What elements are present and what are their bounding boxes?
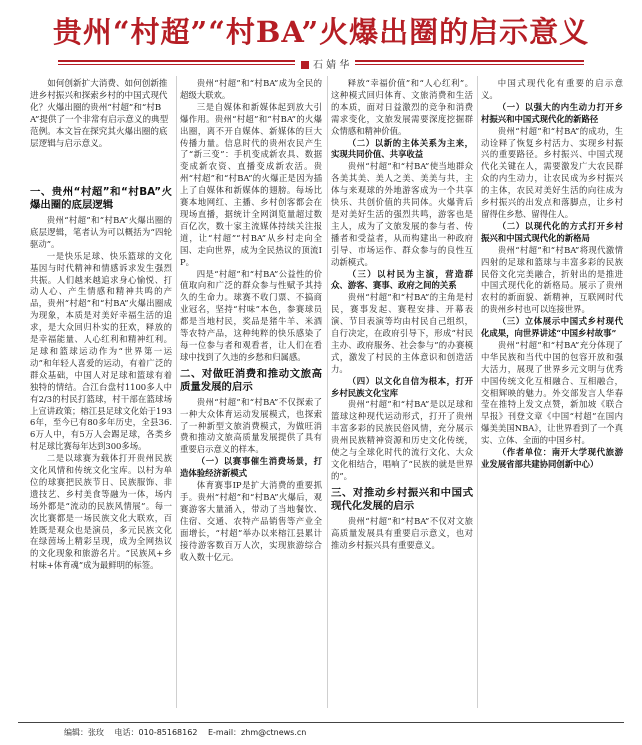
paragraph: 一是快乐足球、快乐篮球的文化基因与时代精神和情感诉求发生强烈共振。人们越来越追求身心愉悦、打动人心、产生情感和精神共鸣的产品，贵州“村超”和“村BA”火爆出圈成为现象，本质是对美好幸福生活的追求，是大众回归朴实的狂欢，释放的是幸福能量、人心红利和精神红利。足球和篮球运动作为“世界第一运动”和年轻人喜爱的运动，有着广泛的群众基础，中国人对足球和篮球有着独特的情结。合江台盘村1100多人中有2/3的村民打篮球，村干部在篮球场上宣讲政策；榕江县足球文化始于1936年，至今已有80多年历史，全县36.6万人中，有5万人会踢足球，各类乡村足球比赛每年达到300多场。 <box>30 250 172 452</box>
paragraph: 贵州“村超”和“村BA”火爆出圈的底层逻辑，笔者认为可以概括为“四轮驱动”。 <box>30 215 172 249</box>
subheading: （三）以村民为主演，营造群众、游客、赛事、政府之间的关系 <box>331 268 473 291</box>
subheading: （三）立体展示中国式乡村现代化成果，向世界讲述“中国乡村故事” <box>481 316 623 339</box>
paragraph: 中国式现代化有重要的启示意义。 <box>481 78 623 100</box>
author-name: 石 婧 华 <box>313 60 350 71</box>
paragraph: 贵州“村超”和“村BA”充分体现了中华民族和当代中国的包容开放和强大活力，展现了世界乡元文明与优秀中国传统文化互相融合、互相融合，交相辉映的魅力。外交部发言人华春莹在推特上发文点赞，新加坡《联合早报》刊登文章《中国“村超”在国内爆美美国NBA》，让世界看到了一个真实、立体、全面的中国乡村。 <box>481 339 623 446</box>
section-heading-1: 一、贵州“村超”和“村BA”火爆出圈的底层逻辑 <box>30 186 172 211</box>
paragraph: 贵州“村超”和“村BA”的主角是村民，赛事发起、赛程安排、开幕表演、节目表演等均由村民自己组织，自行决定，在政府引导下，形成“村民主办、政府服务、社会参与”的办赛模式，激发了村民的主体意识和创造活力。 <box>331 292 473 374</box>
footer-phone: 电话：010-85168162 <box>114 728 198 737</box>
column-2 <box>180 78 322 708</box>
paragraph: 贵州“村超”和“村BA”使当地群众各美其美、美人之美、美美与共，主体与来观球的外地游客成为一个共享快乐、共创价值的共同体。火爆背后是对美好生活的强烈共鸣，游客也是主人，成为了文旅发展的参与者、传播者和受益者，从而构建出一种政府引导、市场运作、群众参与的良性互动新模式。 <box>331 161 473 267</box>
byline <box>295 56 355 71</box>
column-4 <box>481 78 623 708</box>
article-headline: 贵州“村超”“村BA”火爆出圈的启示意义 <box>52 15 590 49</box>
section-heading-2: 二、对做旺消费和推动文旅高质量发展的启示 <box>180 367 322 393</box>
paragraph: 体育赛事IP是扩大消费的重要抓手。贵州“村超”和“村BA”火爆后，观赛游客大量涌入，带动了当地餐饮、住宿、交通、农特产品销售等产业全面增长，“村超”举办以来榕江县累计接待游客数百万人次，实现旅游综合收入数十亿元。 <box>180 480 322 562</box>
paragraph: 释放“幸福价值”和“人心红利”。这种模式回归体育、文旅消费和生活的本质，面对日益激烈的竞争和消费需求变化，文旅发展需要深度挖掘群众情感和精神价值。 <box>331 78 473 136</box>
paragraph: 二是以球赛为载体打开贵州民族文化风情和传统文化宝库。以村为单位的球赛把民族节日、民族服饰、非遗技艺、乡村美食等融为一体，场内场外都是“流动的民族风情展”。每一次比赛都是一场民族文化大联欢，百姓既是观众也是演员，多元民族文化在绿茵场上精彩呈现，成为全网热议的文化现象和旅游名片。“民族风+乡村味+体育魂”成为最鲜明的标签。 <box>30 453 172 571</box>
column-divider <box>327 76 328 708</box>
paragraph: 贵州“村超”和“村BA”不仅探索了一种大众体育运动发展模式，也探索了一种新型文旅消费模式，为做旺消费和推动文旅高质量发展提供了具有重要启示意义的样本。 <box>180 396 322 455</box>
page-footer <box>64 727 314 738</box>
author-affiliation: （作者单位：南开大学现代旅游业发展省部共建协同创新中心） <box>481 447 623 469</box>
footer-email: E-mail：zhm@ctnews.cn <box>207 728 307 737</box>
subheading: （一）以赛事催生消费场景，打造体验经济新模式 <box>180 456 322 479</box>
subheading: （一）以强大的内生动力打开乡村振兴和中国式现代化的新路径 <box>481 101 623 124</box>
subheading: （二）以新的主体关系为主来，实现共同价值、共享收益 <box>331 137 473 160</box>
paragraph: 贵州“村超”和“村BA”成为全民的超级大联欢。 <box>180 78 322 100</box>
byline-marker-icon <box>301 61 309 69</box>
footer-rule <box>18 722 624 723</box>
paragraph: 贵州“村超”和“村BA”是以足球和篮球这种现代运动形式，打开了贵州丰富多彩的民族民俗风情，充分展示贵州民族精神资源和历史文化传统，使之与全球化时代的流行文化、大众文化相结合，唱响了“民族的就是世界的”。 <box>331 399 473 481</box>
column-1 <box>30 182 172 710</box>
paragraph: 贵州“村超”和“村BA”将现代激情四射的足球和篮球与丰富多彩的民族民俗文化完美融合，折射出的是推进中国式现代化的新格局。展示了贵州农村的新面貌、新精神，互联网时代的贵州乡村也可以连接世界。 <box>481 244 623 315</box>
subheading: （四）以文化自信为根本，打开乡村民族文化宝库 <box>331 375 473 398</box>
column-divider <box>176 76 177 708</box>
paragraph: 三是自媒体和新媒体起到放大引爆作用。贵州“村超”和“村BA”的火爆出圈，离不开自媒体、新媒体的巨大传播力量。信息时代的贵州农民产生了“新三变”：手机变成新农具、数据变成新农资、直播变成新农活。贵州“村超”和“村BA”的火爆正是因为插上了自媒体和新媒体的翅膀。每场比赛本地网红、主播、乡村创客都会在现场直播，据统计全网浏览量超过数百亿次，数十家主流媒体持续关注报道，让“村超”“村BA”从乡村走向全国、走向世界，成为全民热议的顶流IP。 <box>180 101 322 267</box>
column-divider <box>477 76 478 708</box>
paragraph: 贵州“村超”和“村BA”的成功，生动诠释了恢复乡村活力、实现乡村振兴的重要路径。乡村振兴、中国式现代化关键在人，需要激发广大农民群众的内生动力，让农民成为乡村振兴的主体，农民对美好生活的向往成为乡村振兴的出发点和落脚点，让乡村留得住乡愁、留得住人。 <box>481 125 623 219</box>
article-abstract: 如何创新扩大消费、如何创新推进乡村振兴和探索乡村的中国式现代化？火爆出圈的贵州“村超”和“村BA”提供了一个非常有启示意义的典型范例。本文旨在探究其火爆出圈的底层逻辑与启示意义。 <box>30 79 169 149</box>
column-3 <box>331 78 473 708</box>
subheading: （二）以现代化的方式打开乡村振兴和中国式现代化的新格局 <box>481 220 623 243</box>
footer-editor: 编辑：张玫 <box>64 728 104 737</box>
paragraph: 贵州“村超”和“村BA”不仅对文旅高质量发展具有重要启示意义，也对推动乡村振兴具有重要意义。 <box>331 515 473 550</box>
paragraph: 四是“村超”和“村BA”公益性的价值取向和广泛的群众参与性赋予其持久的生命力。球赛不收门票、不搞商业冠名，坚持“村味”本色，参赛球员都是当地村民，奖品是猪牛羊、米酒等农特产品，这种纯粹的快乐感染了每一位参与者和观看者，让人们在看球中找到了久违的乡愁和归属感。 <box>180 268 322 362</box>
section-heading-3: 三、对推动乡村振兴和中国式现代化发展的启示 <box>331 486 473 512</box>
